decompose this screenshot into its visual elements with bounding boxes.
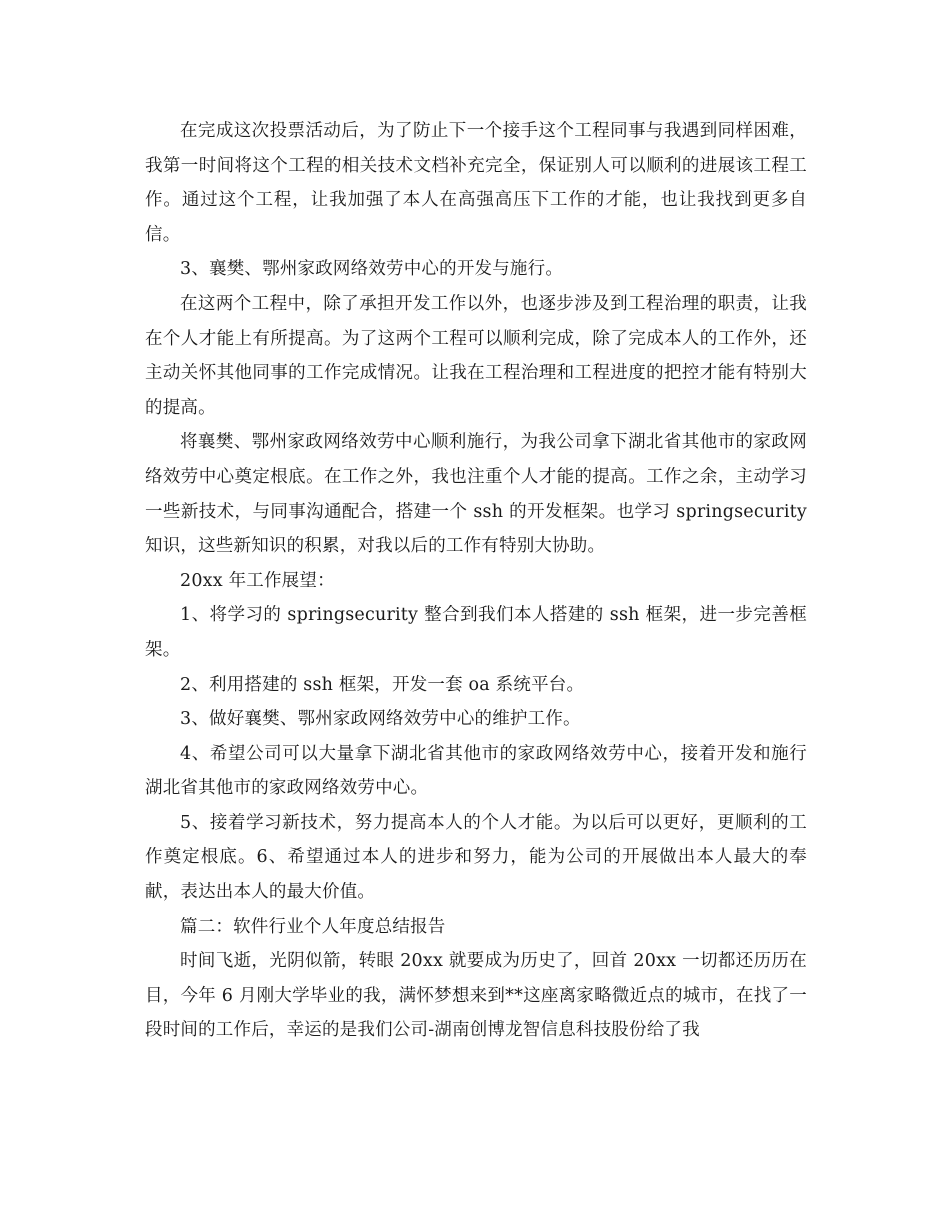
paragraph-heading-item-3: 3、襄樊、鄂州家政网络效劳中心的开发与施行。: [180, 259, 564, 280]
paragraph-outlook-item-2: 2、利用搭建的 ssh 框架，开发一套 oa 系统平台。: [180, 674, 585, 695]
paragraph-outlook-heading: 20xx 年工作展望：: [180, 570, 335, 591]
paragraph-section-two-intro: 时间飞逝，光阴似箭，转眼 20xx 就要成为历史了，回首 20xx 一切都还历历在目，今年 6 月刚大学毕业的我，满怀梦想来到**这座离家略微近点的城市，在找了一段时间的工作后，幸运的是我们公司-湖南创博龙智信息科技股份给了我: [145, 951, 807, 1041]
paragraph-project-management: 在这两个工程中，除了承担开发工作以外，也逐步涉及到工程治理的职责，让我在个人才能上有所提高。为了这两个工程可以顺利完成，除了完成本人的工作外，还主动关怀其他同事的工作完成情况。让我在工程治理和工程进度的把控才能有特别大的提高。: [145, 293, 807, 418]
document-body: [145, 114, 807, 1048]
paragraph-section-two-title: 篇二：软件行业个人年度总结报告: [180, 916, 446, 937]
paragraph-outlook-item-4: 4、希望公司可以大量拿下湖北省其他市的家政网络效劳中心，接着开发和施行湖北省其他市的家政网络效劳中心。: [145, 743, 807, 799]
paragraph-outlook-item-5-6: 5、接着学习新技术，努力提高本人的个人才能。为以后可以更好，更顺利的工作奠定根底。6、希望通过本人的进步和努力，能为公司的开展做出本人最大的奉献，表达出本人的最大价值。: [145, 812, 807, 903]
paragraph-outlook-item-1: 1、将学习的 springsecurity 整合到我们本人搭建的 ssh 框架，进一步完善框架。: [145, 605, 807, 660]
paragraph-implementation: 将襄樊、鄂州家政网络效劳中心顺利施行，为我公司拿下湖北省其他市的家政网络效劳中心奠定根底。在工作之外，我也注重个人才能的提高。工作之余，主动学习一些新技术，与同事沟通配合，搭建一个 ssh 的开发框架。也学习 springsecurity 知识，这些新知识的积累，对我以后的工作有特别大协助。: [145, 432, 807, 557]
paragraph-project-docs: 在完成这次投票活动后，为了防止下一个接手这个工程同事与我遇到同样困难，我第一时间将这个工程的相关技术文档补充完全，保证别人可以顺利的进展该工程工作。通过这个工程，让我加强了本人在高强高压下工作的才能，也让我找到更多自信。: [145, 121, 807, 245]
paragraph-outlook-item-3: 3、做好襄樊、鄂州家政网络效劳中心的维护工作。: [180, 709, 581, 730]
